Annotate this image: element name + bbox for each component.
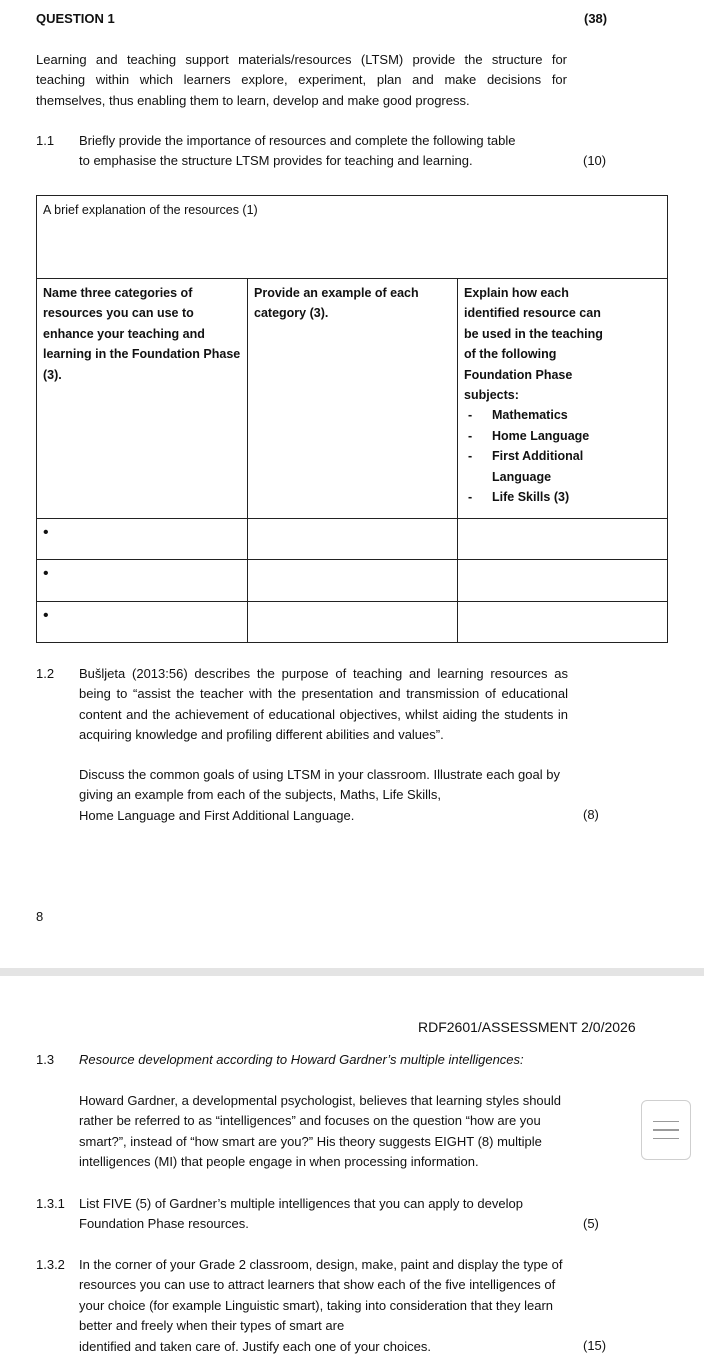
col3-header-intro: Explain how each identified resource can be used in the teaching of the following Foundation Phase subjects: [464,286,603,403]
q11-line2: to emphasise the structure LTSM provides for teaching and learning. [79,153,473,169]
q132-marks: (15) [583,1338,607,1353]
table-row [37,519,668,560]
table-cell-explanation[interactable] [458,560,668,602]
question-total-marks: (38) [584,11,608,26]
q131-line2: Foundation Phase resources. [79,1216,249,1232]
subject-item: - Mathematics [464,405,614,425]
subject-item: - Home Language [464,426,614,446]
q13-paragraph: Howard Gardner, a developmental psychologist, believes that learning styles should rather be referred to as “intelligences” and focuses on the question “how are you smart?”, instead of “how smart are you?” His theory suggests EIGHT (8) multiple intelligences (MI) that people engage in when processing information. [79,1093,561,1170]
page-number: 8 [36,909,44,924]
q12-number: 1.2 [36,666,55,681]
table-header-row [37,279,668,519]
q12-task-line3: Home Language and First Additional Language. [79,807,355,823]
q131-marks: (5) [583,1216,599,1231]
hamburger-menu-icon [653,1121,679,1140]
q13-title: Resource development according to Howard Gardner’s multiple intelligences: [79,1052,524,1067]
table-cell-explanation[interactable] [458,602,668,643]
table-cell-category[interactable] [37,519,248,560]
table-cell-category[interactable] [37,602,248,643]
table-cell-example[interactable] [248,519,458,560]
q131-text [79,1194,579,1235]
table-cell-example[interactable] [248,560,458,602]
q11-line1: Briefly provide the importance of resources and complete the following table [79,133,516,148]
q13-number: 1.3 [36,1052,55,1067]
q131-line1: List FIVE (5) of Gardner’s multiple intelligences that you can apply to develop [79,1196,523,1211]
subject-item: - First Additional Language [464,446,614,487]
q12-task-line2: giving an example from each of the subjects, Maths, Life Skills, [79,787,442,803]
bullet-icon: • [43,524,49,541]
col2-header: Provide an example of each category (3). [248,279,458,519]
q132-line3: your choice (for example Linguistic smart), taking into consideration that they learn [79,1297,554,1313]
col1-header: Name three categories of resources you can use to enhance your teaching and learning in the Foundation Phase (3). [37,279,248,519]
q12-task [79,765,579,826]
q11-text [79,131,579,172]
question-intro: Learning and teaching support materials/resources (LTSM) provide the structure for teaching within which learners explore, experiment, plan and make decisions for themselves, thus enabling them to learn, develop and make good progress. [36,52,567,108]
bullet-icon: • [43,607,49,624]
col3-header [458,279,668,519]
q132-line1: In the corner of your Grade 2 classroom, design, make, paint and display the type of [79,1257,563,1272]
q12-quote-paragraph: Bušljeta (2013:56) describes the purpose of teaching and learning resources as being to “assist the teacher with the presentation and transmission of educational content and the achievement of educational objectives, whilst aiding the students in acquiring knowledge and profiling different abilities and values”. [79,666,568,743]
q11-marks: (10) [583,153,607,168]
ltsm-table [36,195,668,643]
question-title: QUESTION 1 [36,11,115,26]
q131-number: 1.3.1 [36,1196,65,1211]
page-divider [0,968,704,976]
subject-item: - Life Skills (3) [464,487,614,507]
q132-number: 1.3.2 [36,1257,65,1272]
q132-line5: identified and taken care of. Justify each one of your choices. [79,1338,431,1354]
q132-text [79,1255,579,1357]
table-cell-category[interactable] [37,560,248,602]
hamburger-menu-button[interactable] [641,1100,691,1160]
bullet-icon: • [43,565,49,582]
table-row [37,560,668,602]
q12-task-line1: Discuss the common goals of using LTSM in your classroom. Illustrate each goal by [79,767,560,782]
table-cell-example[interactable] [248,602,458,643]
table-top-cell [37,196,668,279]
q132-line4: better and freely when their types of smart are [79,1318,345,1334]
q132-line2: resources you can use to attract learners that show each of the five intelligences of [79,1277,556,1293]
page-header: RDF2601/ASSESSMENT 2/0/2026 [418,1019,636,1035]
table-top-row [37,196,668,279]
table-row [37,602,668,643]
table-cell-explanation[interactable] [458,519,668,560]
q12-marks: (8) [583,807,599,822]
q11-number: 1.1 [36,133,55,148]
col3-subject-list [464,405,614,507]
table-top-label: A brief explanation of the resources (1) [43,203,258,217]
